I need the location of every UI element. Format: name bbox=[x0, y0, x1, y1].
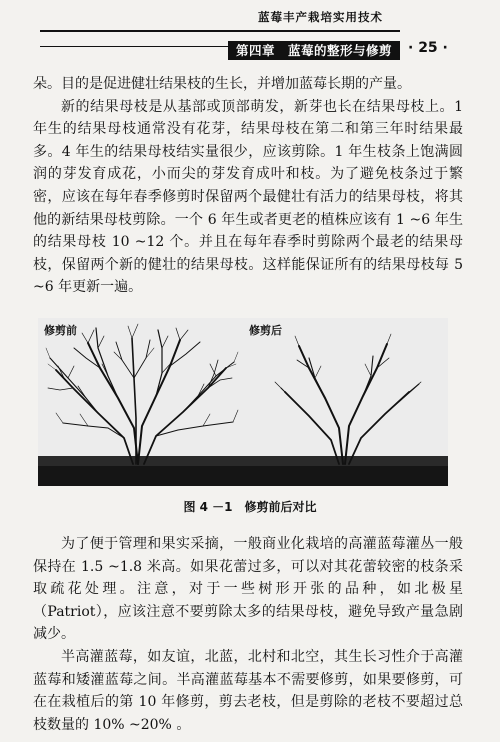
paragraph-1: 新的结果母枝是从基部或顶部萌发，新芽也长在结果母枝上。1 年生的结果母枝通常没有花芽，结果母枝在第二和第三年时结果最多。4 年生的结果母枝结实量很少，应该剪除。1 年生枝条上饱满圆润的芽发育成花，小而尖的芽发育成叶和枝。为了避免枝条过于繁密，应该在每年春季修剪时保留两个最健壮有活力的结果母枝，将其他的新结果母枝剪除。一个 6 年生或者更老的植株应该有 1 ~6 年生的结果母枝 10 ~12 个。并且在每年春季时剪除两个最老的结果母枝，保留两个新的健壮的结果母枝。这样能保证所有的结果母枝每 5 ~6 年更新一遍。 bbox=[33, 98, 463, 296]
photo-after-pruning bbox=[243, 318, 448, 486]
paragraph-continuation: 朵。目的是促进健壮结果枝的生长，并增加蓝莓长期的产量。 bbox=[33, 76, 411, 92]
paragraph-2: 为了便于管理和果实采摘，一般商业化栽培的高灌蓝莓灌丛一般保持在 1.5 ~1.8 米高。如果花蕾过多，可以对其花蕾较密的枝条采取疏花处理。注意，对于一些树形开张的品种，如北极星（Patriot），应该注意不要剪除太多的结果母枝，避免导致产量急剧减少。 bbox=[33, 536, 463, 643]
page-number: · 25 · bbox=[408, 40, 448, 56]
body-text-top bbox=[33, 73, 463, 299]
body-text-bottom bbox=[33, 533, 463, 736]
figure-caption: 图 4 －1 修剪前后对比 bbox=[183, 500, 317, 514]
bush-after-image bbox=[243, 318, 448, 486]
photo-before-pruning bbox=[38, 318, 243, 486]
photo-label-after: 修剪后 bbox=[249, 324, 282, 337]
bush-before-image bbox=[38, 318, 243, 486]
photo-label-before: 修剪前 bbox=[44, 324, 77, 337]
paragraph-3: 半高灌蓝莓，如友谊，北蓝，北村和北空，其生长习性介于高灌蓝莓和矮灌蓝莓之间。半高灌蓝莓基本不需要修剪，如果要修剪，可在在栽植后的第 10 年修剪，剪去老枝，但是剪除的老枝不要超过总枝数量的 10% ~20% 。 bbox=[33, 648, 463, 733]
chapter-label: 第四章 蓝莓的整形与修剪 bbox=[228, 41, 400, 60]
running-header-title: 蓝莓丰产栽培实用技术 bbox=[258, 10, 383, 24]
